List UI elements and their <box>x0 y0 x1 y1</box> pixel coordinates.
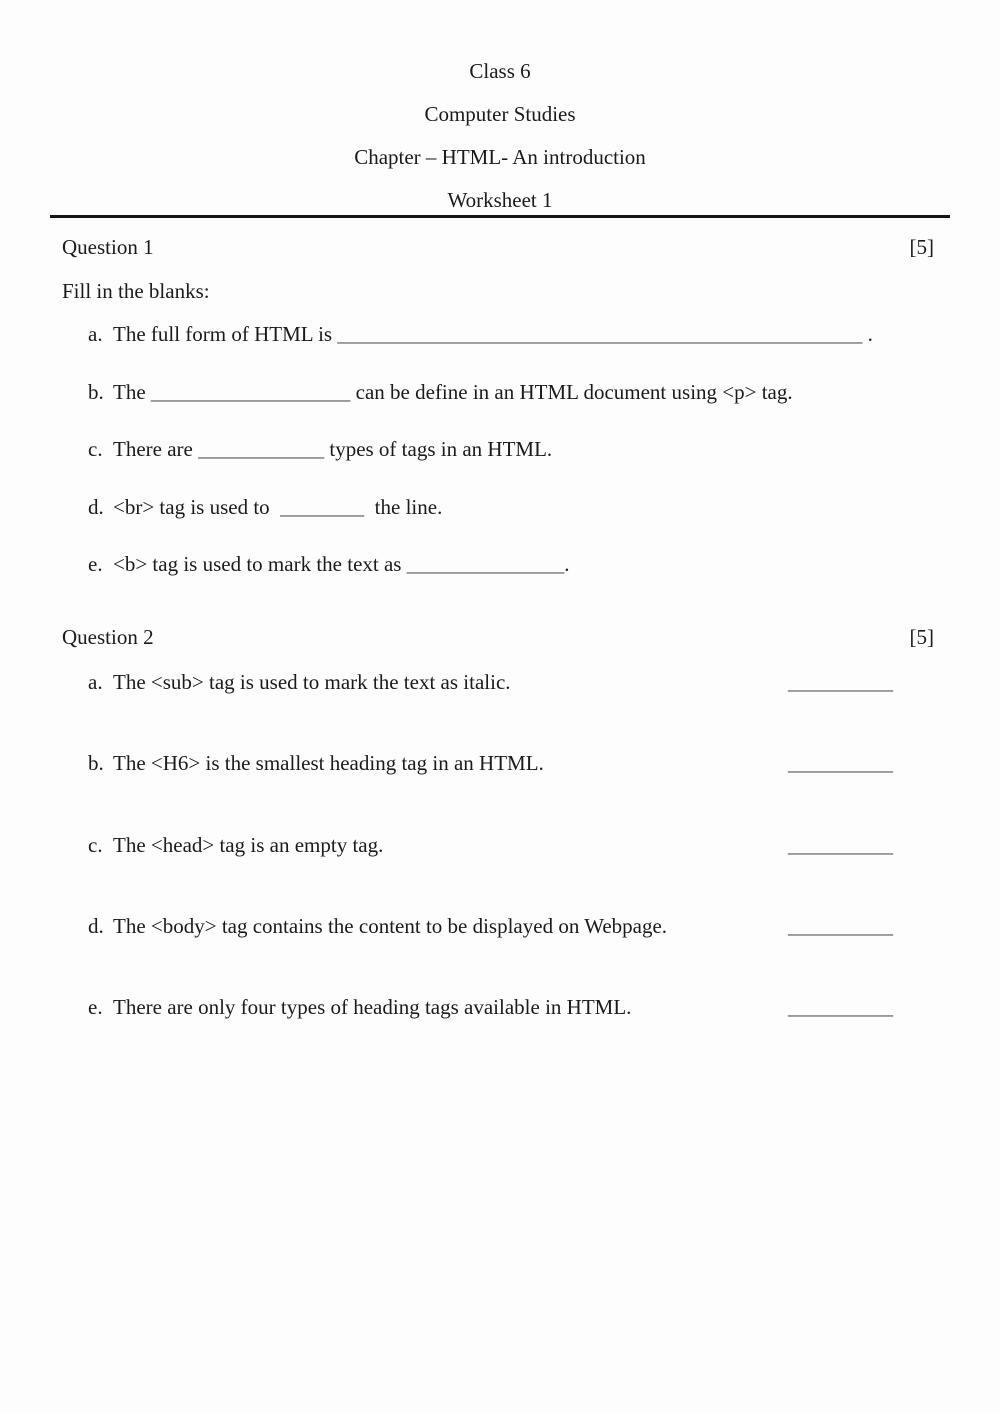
question-1-instruction: Fill in the blanks: <box>62 279 210 303</box>
q1-item-c-text-post: types of tags in an HTML. <box>324 437 553 461</box>
q1-item-d-text-pre: <br> tag is used to <box>113 495 281 519</box>
q2-item-b-answer-blank: __________ <box>788 751 893 775</box>
q1-item-e-text-post: . <box>564 552 570 576</box>
q2-item-c <box>88 832 893 859</box>
q1-item-e-blank-line: _______________ <box>406 552 565 576</box>
q2-item-b <box>88 750 893 777</box>
question-1-marks: [5] <box>909 235 934 259</box>
q2-item-e-marker: e. <box>88 995 103 1019</box>
q2-item-a-statement <box>88 669 511 696</box>
q1-item-b-marker: b. <box>88 380 104 404</box>
header-class-line: Class 6 <box>469 59 531 83</box>
q2-item-c-text: The <head> tag is an empty tag. <box>113 833 384 857</box>
q2-item-d-answer-blank: __________ <box>788 914 893 938</box>
question-1-title-row <box>62 234 934 261</box>
q2-item-c-marker: c. <box>88 833 103 857</box>
q1-item-c-blank-line: ____________ <box>198 437 325 461</box>
q2-item-e-text: There are only four types of heading tags available in HTML. <box>113 995 632 1019</box>
q2-item-d-statement <box>88 913 667 940</box>
question-1-title: Question 1 <box>62 235 154 259</box>
q2-item-d-text: The <body> tag contains the content to be displayed on Webpage. <box>113 914 668 938</box>
q1-item-e-marker: e. <box>88 552 103 576</box>
header-chapter-line: Chapter – HTML- An introduction <box>354 145 646 169</box>
q1-item-b <box>88 379 793 406</box>
q1-item-a-text-pre: The full form of HTML is <box>113 322 338 346</box>
q1-item-d-blank-line: ________ <box>280 495 365 519</box>
question-2-marks: [5] <box>909 625 934 649</box>
q1-item-b-blank-line: ___________________ <box>150 380 351 404</box>
header-divider-rule <box>50 215 950 218</box>
q1-item-e-text-pre: <b> tag is used to mark the text as <box>113 552 407 576</box>
q1-item-c-text-pre: There are <box>113 437 199 461</box>
q2-item-e-answer-blank: __________ <box>788 995 893 1019</box>
header-worksheet-line: Worksheet 1 <box>447 188 553 212</box>
q2-item-a-answer-blank: __________ <box>788 670 893 694</box>
q1-item-a <box>88 321 873 348</box>
q2-item-b-statement <box>88 750 544 777</box>
q2-item-c-statement <box>88 832 383 859</box>
q1-item-d-text-post: the line. <box>364 495 443 519</box>
q1-item-e <box>88 551 569 578</box>
q1-item-a-text-post: . <box>862 322 873 346</box>
q2-item-b-marker: b. <box>88 751 104 775</box>
q2-item-e-statement <box>88 994 631 1021</box>
q2-item-e <box>88 994 893 1021</box>
question-2-title: Question 2 <box>62 625 154 649</box>
q1-item-c <box>88 436 552 463</box>
q2-item-a <box>88 669 893 696</box>
q1-item-b-text-pre: The <box>113 380 151 404</box>
q1-item-a-blank-line: __________________________________________________ <box>337 322 863 346</box>
header-subject-line: Computer Studies <box>424 102 576 126</box>
q1-item-d-marker: d. <box>88 495 104 519</box>
q1-item-b-text-post: can be define in an HTML document using <p> tag. <box>350 380 793 404</box>
q2-item-a-text: The <sub> tag is used to mark the text as italic. <box>113 670 511 694</box>
q1-item-d <box>88 494 442 521</box>
q1-item-c-marker: c. <box>88 437 103 461</box>
q2-item-d <box>88 913 893 940</box>
q2-item-b-text: The <H6> is the smallest heading tag in an HTML. <box>113 751 544 775</box>
question-2-title-row <box>62 624 934 651</box>
q2-item-c-answer-blank: __________ <box>788 833 893 857</box>
q2-item-a-marker: a. <box>88 670 103 694</box>
q2-item-d-marker: d. <box>88 914 104 938</box>
q1-item-a-marker: a. <box>88 322 103 346</box>
